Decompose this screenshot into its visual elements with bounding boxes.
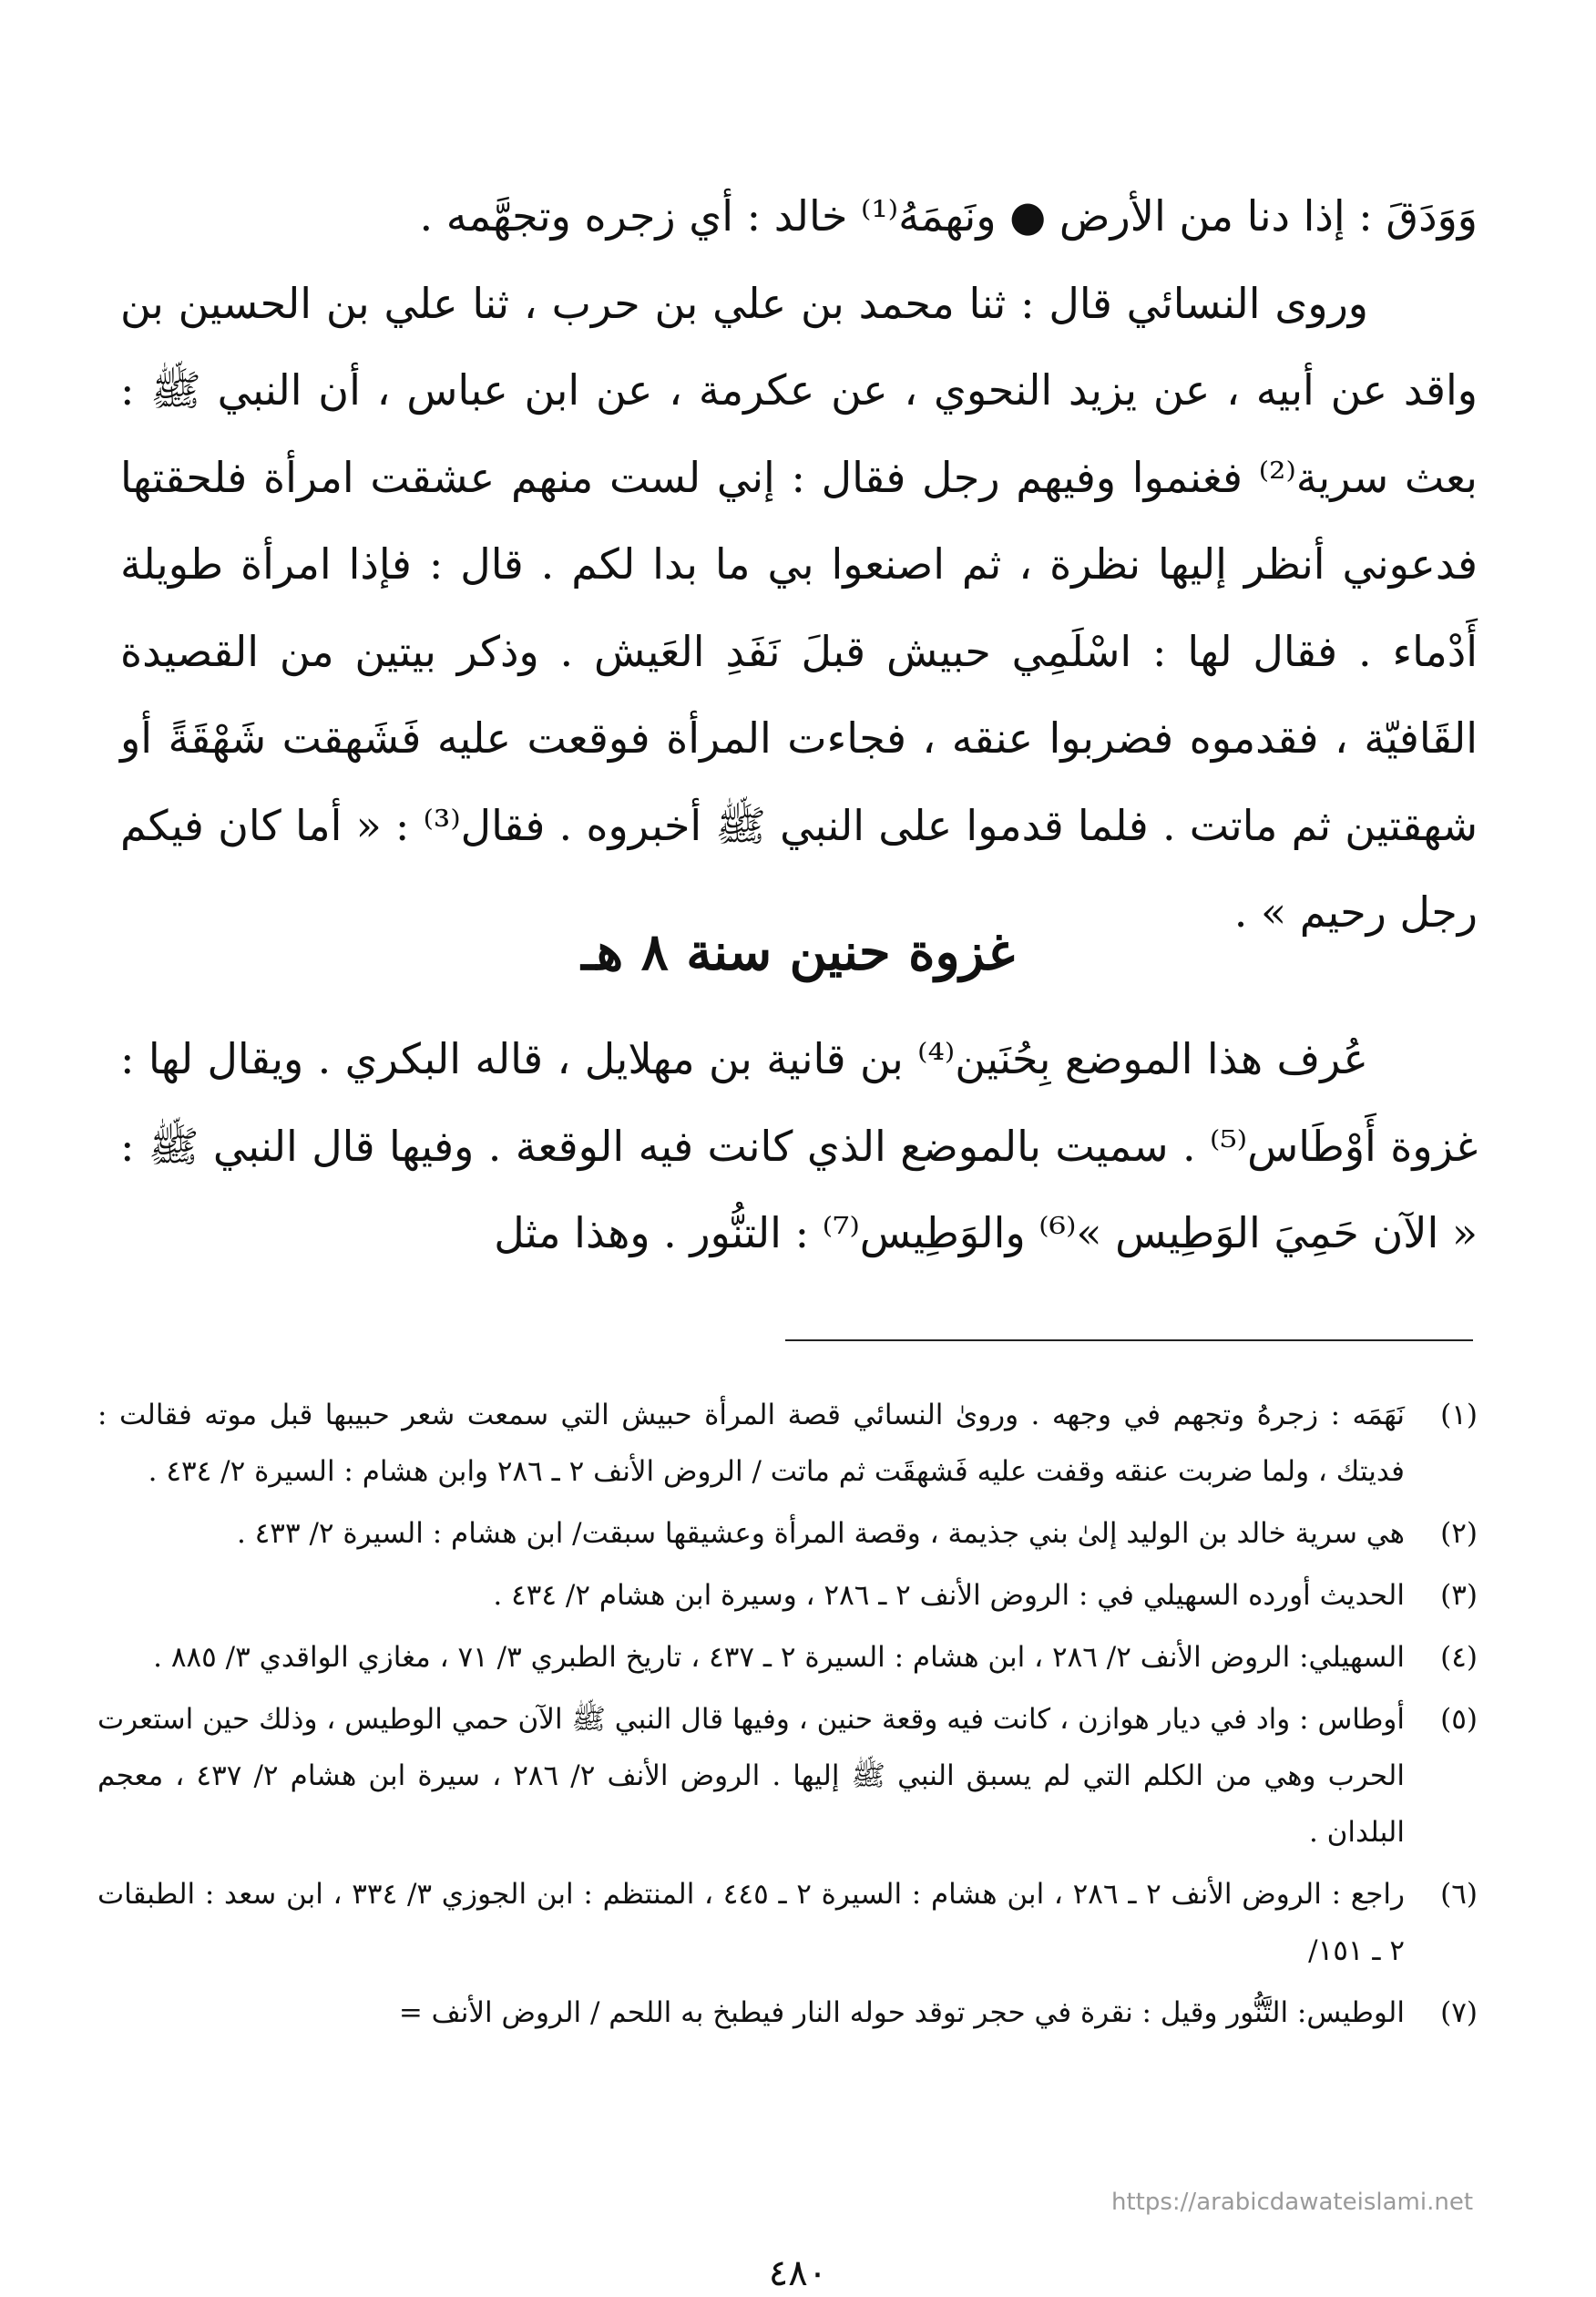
footnote [97,1567,1478,1624]
footnote [97,1505,1478,1562]
footnote-number: (٣) [1440,1579,1478,1612]
footnote-text: الوطيس: التَّنُّور وقيل : نقرة في حجر توقد حوله النار فيطبخ به اللحم / الروض الأنف = [398,1996,1405,2029]
footnote-number: (٢) [1440,1517,1478,1550]
section-heading: غزوة حنين سنة ٨ هـ [581,922,1015,982]
footnote-divider [785,1339,1473,1341]
watermark: https://arabicdawateislami.net [1111,2189,1474,2216]
footnote-number: (١) [1440,1399,1478,1431]
footnote-text: نَهَمَه : زجرهُ وتجهم في وجهه . وروىٰ النسائي قصة المرأة حبيش التي سمعت شعر حبيبها قبل موته فقالت : فديتك ، ولما ضربت عنقه وقفت عليه فَشهقَت ثم ماتت / الروض الأنف ٢ ـ ٢٨٦ وابن هشام : السيرة ٢/ ٤٣٤ . [97,1399,1405,1488]
footnote [97,1984,1478,2041]
footnote [97,1387,1478,1500]
footnote [97,1629,1478,1686]
section-text [120,1016,1478,1277]
footnote-text: راجع : الروض الأنف ٢ ـ ٢٨٦ ، ابن هشام : السيرة ٢ ـ ٤٤٥ ، المنتظم : ابن الجوزي ٣/ ٣٣٤ ، ابن سعد : الطبقات ٢ ـ ١٥١/ [97,1878,1406,1967]
footnotes [97,1387,1478,2046]
footnote [97,1866,1478,1979]
section-paragraph: عُرف هذا الموضع بِحُنَين⁽⁴⁾ بن قانية بن مهلايل ، قاله البكري . ويقال لها : غزوة أَوْطَاس⁽⁵⁾ . سميت بالموضع الذي كانت فيه الوقعة . وفيها قال النبي ﷺ : « الآن حَمِيَ الوَطِيس »⁽⁶⁾ والوَطِيس⁽⁷⁾ : التنُّور . وهذا مثل [120,1034,1478,1257]
footnote-number: (٦) [1440,1878,1478,1911]
paragraph-2: وروى النسائي قال : ثنا محمد بن علي بن حرب ، ثنا علي بن الحسين بن واقد عن أبيه ، عن يزيد النحوي ، عن عكرمة ، عن ابن عباس ، أن النبي ﷺ : بعث سرية⁽²⁾ فغنموا وفيهم رجل فقال : إني لست منهم عشقت امرأة فلحقتها فدعوني أنظر إليها نظرة ، ثم اصنعوا بي ما بدا لكم . قال : فإذا امرأة طويلة أَدْماء . فقال لها : اسْلَمِي حبيش قبلَ نَفَدِ العَيش . وذكر بيتين من القصيدة القَافيّة ، فقدموه فضربوا عنقه ، فجاءت المرأة فوقعت عليه فَشَهقت شَهْقَةً أو شهقتين ثم ماتت . فلما قدموا على النبي ﷺ أخبروه . فقال⁽³⁾ : « أما كان فيكم رجل رحيم » . [120,278,1478,937]
footnote-number: (٥) [1440,1703,1478,1736]
page-number: ٤٨٠ [768,2252,828,2294]
footnote-number: (٧) [1440,1996,1478,2029]
footnote-number: (٤) [1440,1641,1478,1674]
footnote-text: الحديث أورده السهيلي في : الروض الأنف ٢ ـ ٢٨٦ ، وسيرة ابن هشام ٢/ ٤٣٤ . [493,1579,1405,1612]
footnote-text: أوطاس : واد في ديار هوازن ، كانت فيه وقعة حنين ، وفيها قال النبي ﷺ الآن حمي الوطيس ، وذلك حين استعرت الحرب وهي من الكلم التي لم يسبق النبي ﷺ إليها . الروض الأنف ٢/ ٢٨٦ ، سيرة ابن هشام ٢/ ٤٣٧ ، معجم البلدان . [97,1703,1405,1849]
footnote-text: هي سرية خالد بن الوليد إلىٰ بني جذيمة ، وقصة المرأة وعشيقها سبقت/ ابن هشام : السيرة ٢/ ٤٣٣ . [236,1517,1405,1550]
paragraph-1: وَوَدَقَ : إذا دنا من الأرض ● ونَهمَهُ⁽¹⁾ خالد : أي زجره وتجهَّمه . [419,191,1478,241]
footnote-text: السهيلي: الروض الأنف ٢/ ٢٨٦ ، ابن هشام : السيرة ٢ ـ ٤٣٧ ، تاريخ الطبري ٣/ ٧١ ، مغازي الواقدي ٣/ ٨٨٥ . [153,1641,1405,1674]
footnote [97,1691,1478,1861]
main-text [120,173,1478,957]
